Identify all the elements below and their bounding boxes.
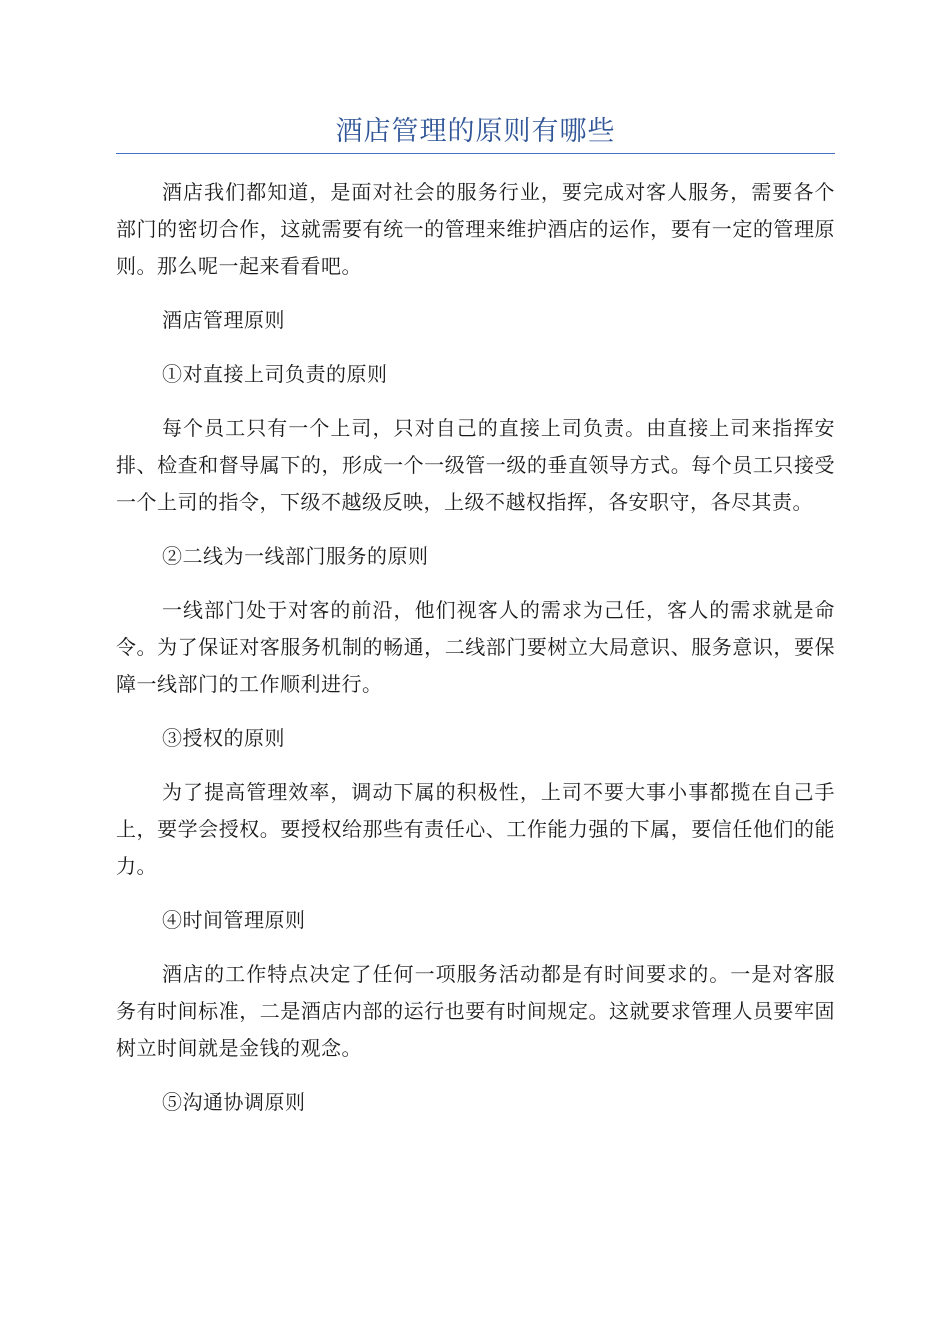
principle-heading-5: ⑤沟通协调原则 [162, 1090, 306, 1114]
principle-heading-2: ②二线为一线部门服务的原则 [162, 544, 429, 568]
principle-heading-4: ④时间管理原则 [162, 908, 306, 932]
principle-paragraph-4: 酒店的工作特点决定了任何一项服务活动都是有时间要求的。一是对客服务有时间标准，二是酒店内部的运行也要有时间规定。这就要求管理人员要牢固树立时间就是金钱的观念。 [116, 962, 835, 1060]
principle-paragraph-3: 为了提高管理效率，调动下属的积极性，上司不要大事小事都揽在自己手上，要学会授权。要授权给那些有责任心、工作能力强的下属，要信任他们的能力。 [116, 780, 835, 878]
principle-heading-1: ①对直接上司负责的原则 [162, 362, 388, 386]
document-body [116, 174, 835, 1138]
title-underline [116, 153, 835, 154]
principle-paragraph-2: 一线部门处于对客的前沿，他们视客人的需求为己任，客人的需求就是命令。为了保证对客服务机制的畅通，二线部门要树立大局意识、服务意识，要保障一线部门的工作顺利进行。 [116, 598, 835, 696]
document-title: 酒店管理的原则有哪些 [335, 116, 616, 147]
principle-paragraph-1: 每个员工只有一个上司，只对自己的直接上司负责。由直接上司来指挥安排、检查和督导属下的，形成一个一级管一级的垂直领导方式。每个员工只接受一个上司的指令，下级不越级反映，上级不越权指挥，各安职守，各尽其责。 [116, 416, 835, 514]
principle-heading-3: ③授权的原则 [162, 726, 285, 750]
section-heading: 酒店管理原则 [162, 308, 285, 332]
intro-paragraph: 酒店我们都知道，是面对社会的服务行业，要完成对客人服务，需要各个部门的密切合作，这就需要有统一的管理来维护酒店的运作，要有一定的管理原则。那么呢一起来看看吧。 [116, 180, 835, 278]
